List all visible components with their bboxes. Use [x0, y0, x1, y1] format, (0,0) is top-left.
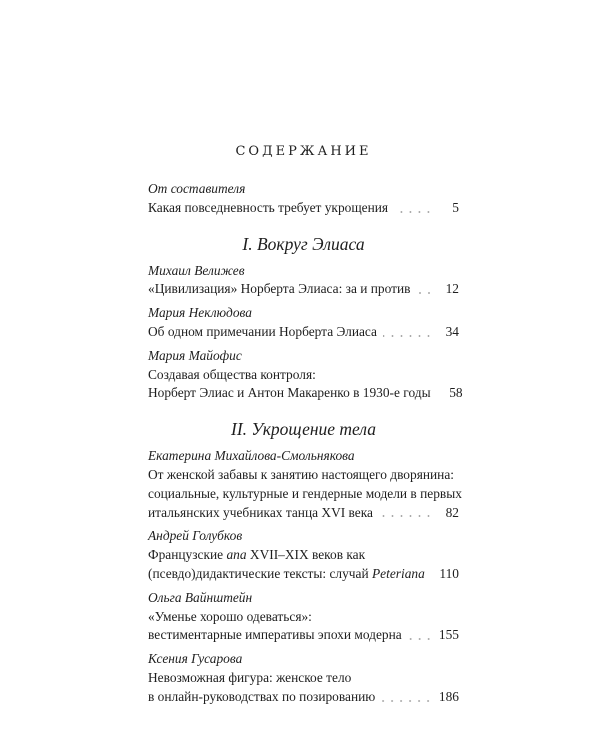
title-segment: вестиментарные императивы эпохи модерна [148, 627, 402, 643]
entry-title-line [148, 608, 459, 627]
title-segment: социальные, культурные и гендерные модели в первых [148, 485, 462, 501]
entry-title-line [148, 323, 459, 342]
entry-title-text [148, 504, 373, 523]
toc-entry[interactable] [148, 304, 459, 342]
entry-title-text [148, 280, 411, 299]
entry-title-text [148, 546, 365, 565]
entry-title-text [148, 608, 312, 627]
entry-title-text [148, 626, 402, 645]
page-title: СОДЕРЖАНИЕ [235, 144, 372, 159]
entry-title-line [148, 199, 459, 218]
entry-author: Екатерина Михайлова-Смольнякова [148, 448, 355, 464]
page-number: 12 [445, 281, 459, 297]
title-segment: (псевдо)дидактические тексты: случай [148, 565, 372, 581]
entry-title-text [148, 323, 377, 342]
title-segment: в онлайн-руководствах по позированию [148, 688, 376, 704]
title-segment: Французские [148, 547, 227, 563]
page-number: 155 [438, 627, 459, 643]
page-number: 82 [445, 504, 459, 520]
title-segment: XVII–XIX веков как [246, 547, 366, 563]
page-number: 186 [438, 688, 459, 704]
section-heading: I. Вокруг Элиаса [242, 233, 365, 254]
entry-title-line [148, 366, 459, 385]
toc-entry[interactable] [148, 589, 459, 645]
table-of-contents [148, 180, 463, 712]
toc-entry[interactable] [148, 347, 463, 403]
entry-title-line [148, 688, 459, 707]
title-segment: Норберт Элиас и Антон Макаренко в 1930-е годы [148, 385, 431, 401]
title-segment: итальянских учебниках танца XVI века [148, 504, 373, 520]
entry-author: Мария Майофис [148, 347, 242, 363]
title-segment: Какая повседневность требует укрощения [148, 199, 389, 215]
entry-title-text [148, 199, 388, 218]
entry-title-line [148, 485, 462, 504]
toc-entry[interactable] [148, 650, 459, 706]
entry-author: Андрей Голубков [148, 528, 243, 544]
toc-entry[interactable] [148, 527, 459, 583]
title-segment: «Цивилизация» Норберта Элиаса: за и против [148, 281, 411, 297]
dot-leader [431, 577, 433, 579]
entry-title-text [148, 565, 425, 584]
dot-leader [417, 292, 434, 294]
dot-leader [408, 638, 433, 640]
title-segment: Невозможная фигура: женское тело [148, 669, 352, 685]
entry-title-text [148, 366, 316, 385]
toc-entry[interactable] [148, 262, 459, 300]
entry-author: Ольга Вайнштейн [148, 589, 253, 605]
dot-leader [381, 700, 433, 702]
section-heading: II. Укрощение тела [231, 419, 376, 440]
page-number: 34 [445, 323, 459, 339]
italic-term: ana [226, 547, 247, 563]
title-segment: От женской забавы к занятию настоящего дворянина: [148, 466, 455, 482]
entry-title-line [148, 565, 459, 584]
entry-author: Мария Неклюдова [148, 305, 252, 321]
dot-leader [383, 335, 433, 337]
dot-leader [394, 211, 433, 213]
entry-author: Ксения Гусарова [148, 651, 243, 667]
entry-title-line [148, 546, 459, 565]
entry-title-text [148, 688, 375, 707]
entry-title-line [148, 504, 459, 523]
entry-author: От составителя [148, 181, 246, 196]
entry-title-line [148, 669, 459, 688]
italic-term: Peteriana [371, 565, 425, 581]
entry-title-line [148, 384, 463, 403]
page-number: 5 [452, 199, 459, 215]
entry-title-text [148, 485, 462, 504]
page-number: 58 [449, 385, 463, 401]
entry-author: Михаил Велижев [148, 262, 245, 278]
toc-entry[interactable] [148, 180, 459, 218]
entry-title-line [148, 466, 459, 485]
entry-title-line [148, 280, 459, 299]
page-number: 110 [439, 565, 459, 581]
entry-title-text [148, 466, 454, 485]
dot-leader [379, 515, 433, 517]
entry-title-text [148, 384, 431, 403]
title-segment: «Уменье хорошо одеваться»: [148, 608, 312, 624]
title-segment: Создавая общества контроля: [148, 366, 316, 382]
entry-title-line [148, 626, 459, 645]
toc-entry[interactable] [148, 447, 462, 522]
title-segment: Об одном примечании Норберта Элиаса [148, 323, 377, 339]
entry-title-text [148, 669, 351, 688]
